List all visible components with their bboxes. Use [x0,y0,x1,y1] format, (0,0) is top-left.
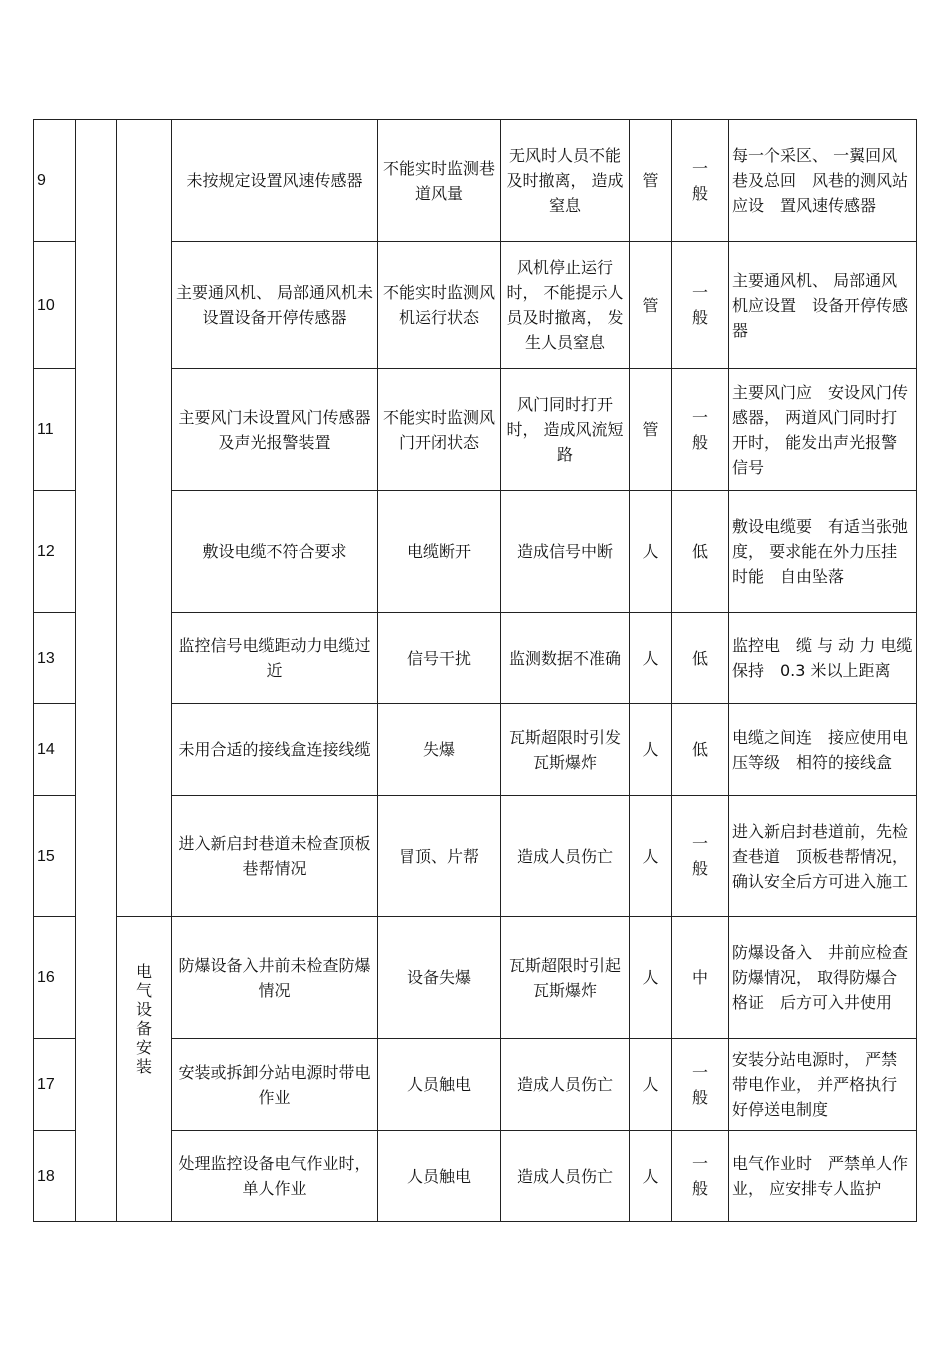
type-cell: 人 [630,1131,672,1222]
event-cell: 电缆断开 [378,491,501,613]
event-cell: 信号干扰 [378,613,501,704]
level-cell: 低 [672,704,729,796]
level-cell: 一般 [672,796,729,917]
row-number: 14 [34,704,76,796]
category-label: 电气设备安装 [135,962,152,1076]
measure-cell: 防爆设备入 井前应检查防爆情况， 取得防爆合格证 后方可入井使用 [729,917,917,1039]
measure-cell: 电缆之间连 接应使用电压等级 相符的接线盒 [729,704,917,796]
consequence-cell: 监测数据不准确 [501,613,630,704]
row-number: 9 [34,120,76,242]
event-cell: 不能实时监测风机运行状态 [378,242,501,369]
level-cell: 一般 [672,120,729,242]
type-cell: 人 [630,613,672,704]
consequence-cell: 造成人员伤亡 [501,1131,630,1222]
measure-cell: 监控电 缆 与 动 力 电缆保持 0.3 米以上距离 [729,613,917,704]
consequence-cell: 瓦斯超限时引起瓦斯爆炸 [501,917,630,1039]
measure-cell: 每一个采区、 一翼回风巷及总回 风巷的测风站应设 置风速传感器 [729,120,917,242]
table-row [34,120,917,242]
event-cell: 失爆 [378,704,501,796]
measure-cell: 安装分站电源时， 严禁带电作业， 并严格执行好停送电制度 [729,1039,917,1131]
level-cell: 一般 [672,1131,729,1222]
event-cell: 冒顶、片帮 [378,796,501,917]
risk-table [33,119,917,1222]
row-number: 11 [34,369,76,491]
consequence-cell: 造成人员伤亡 [501,1039,630,1131]
consequence-cell: 无风时人员不能及时撤离， 造成窒息 [501,120,630,242]
event-cell: 设备失爆 [378,917,501,1039]
level-cell: 一般 [672,369,729,491]
hazard-cell: 安装或拆卸分站电源时带电作业 [172,1039,378,1131]
hazard-cell: 未用合适的接线盒连接线缆 [172,704,378,796]
type-cell: 管 [630,369,672,491]
row-number: 17 [34,1039,76,1131]
hazard-cell: 进入新启封巷道未检查顶板巷帮情况 [172,796,378,917]
hazard-cell: 处理监控设备电气作业时，单人作业 [172,1131,378,1222]
consequence-cell: 瓦斯超限时引发瓦斯爆炸 [501,704,630,796]
event-cell: 人员触电 [378,1131,501,1222]
type-cell: 人 [630,491,672,613]
hazard-cell: 主要风门未设置风门传感器及声光报警装置 [172,369,378,491]
level-cell: 低 [672,613,729,704]
measure-cell: 主要风门应 安设风门传感器， 两道风门同时打开时， 能发出声光报警信号 [729,369,917,491]
blank-category-cell [117,120,172,917]
consequence-cell: 风机停止运行时， 不能提示人员及时撤离， 发生人员窒息 [501,242,630,369]
hazard-cell: 主要通风机、 局部通风机未设置设备开停传感器 [172,242,378,369]
hazard-cell: 未按规定设置风速传感器 [172,120,378,242]
measure-cell: 进入新启封巷道前，先检查巷道 顶板巷帮情况， 确认安全后方可进入施工 [729,796,917,917]
hazard-cell: 敷设电缆不符合要求 [172,491,378,613]
level-cell: 中 [672,917,729,1039]
level-cell: 低 [672,491,729,613]
consequence-cell: 造成信号中断 [501,491,630,613]
table-row [34,917,917,1039]
type-cell: 人 [630,1039,672,1131]
row-number: 12 [34,491,76,613]
type-cell: 管 [630,120,672,242]
event-cell: 不能实时监测风门开闭状态 [378,369,501,491]
event-cell: 人员触电 [378,1039,501,1131]
row-number: 18 [34,1131,76,1222]
hazard-cell: 监控信号电缆距动力电缆过近 [172,613,378,704]
blank-column [76,120,117,1222]
type-cell: 人 [630,796,672,917]
type-cell: 人 [630,704,672,796]
measure-cell: 电气作业时 严禁单人作业， 应安排专人监护 [729,1131,917,1222]
consequence-cell: 造成人员伤亡 [501,796,630,917]
level-cell: 一般 [672,1039,729,1131]
event-cell: 不能实时监测巷道风量 [378,120,501,242]
type-cell: 管 [630,242,672,369]
level-cell: 一般 [672,242,729,369]
category-cell [117,917,172,1222]
measure-cell: 主要通风机、 局部通风机应设置 设备开停传感器 [729,242,917,369]
type-cell: 人 [630,917,672,1039]
measure-cell: 敷设电缆要 有适当张弛度， 要求能在外力压挂时能 自由坠落 [729,491,917,613]
hazard-cell: 防爆设备入井前未检查防爆情况 [172,917,378,1039]
consequence-cell: 风门同时打开时， 造成风流短路 [501,369,630,491]
row-number: 10 [34,242,76,369]
row-number: 16 [34,917,76,1039]
row-number: 15 [34,796,76,917]
row-number: 13 [34,613,76,704]
